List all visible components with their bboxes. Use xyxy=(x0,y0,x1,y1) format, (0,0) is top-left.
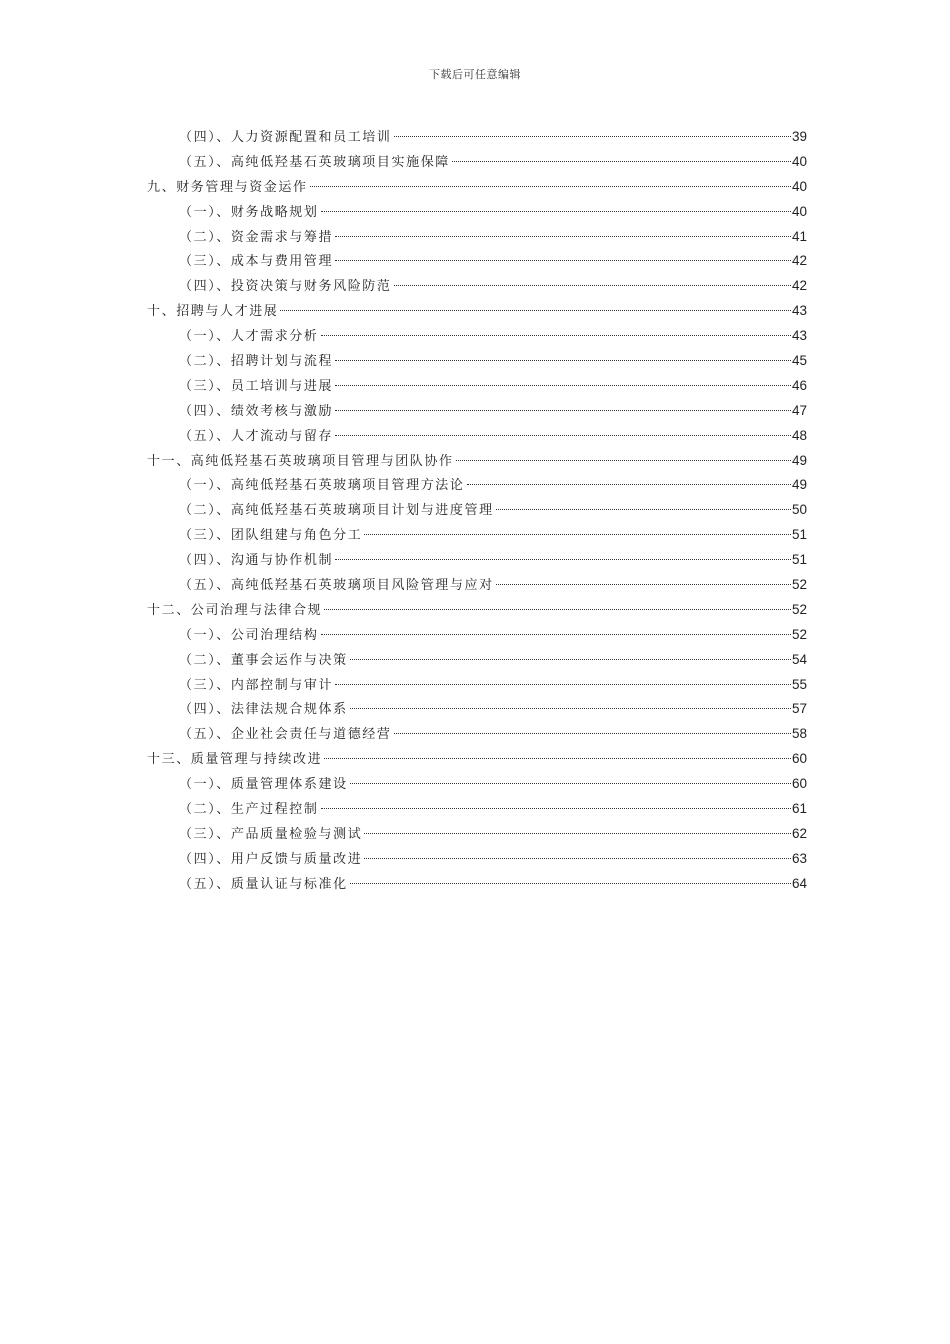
toc-section-entry[interactable] xyxy=(147,150,807,175)
toc-chapter-entry[interactable] xyxy=(147,449,807,474)
toc-dot-leader xyxy=(335,260,791,261)
toc-page-number: 39 xyxy=(791,129,807,144)
toc-page-number: 63 xyxy=(791,850,807,866)
toc-entry-title: 十二、公司治理与法律合规 xyxy=(147,602,323,618)
toc-entry-title: （三）、员工培训与进展 xyxy=(179,378,334,394)
toc-entry-title: （五）、人才流动与留存 xyxy=(179,428,334,444)
toc-dot-leader xyxy=(364,833,791,834)
toc-section-entry[interactable] xyxy=(147,648,807,673)
toc-entry-title: （四）、法律法规合规体系 xyxy=(179,702,348,718)
toc-section-entry[interactable] xyxy=(147,722,807,747)
toc-entry-title: （一）、公司治理结构 xyxy=(179,627,319,643)
toc-entry-title: （一）、人才需求分析 xyxy=(179,329,319,345)
toc-entry-title: （三）、内部控制与审计 xyxy=(179,677,334,693)
toc-dot-leader xyxy=(321,335,791,336)
toc-dot-leader xyxy=(350,883,791,884)
toc-section-entry[interactable] xyxy=(147,697,807,722)
toc-entry-title: （一）、高纯低羟基石英玻璃项目管理方法论 xyxy=(179,478,465,494)
toc-section-entry[interactable] xyxy=(147,324,807,349)
toc-entry-title: （五）、高纯低羟基石英玻璃项目实施保障 xyxy=(179,154,450,170)
toc-dot-leader xyxy=(350,708,791,709)
toc-dot-leader xyxy=(280,310,791,311)
toc-section-entry[interactable] xyxy=(147,673,807,698)
toc-dot-leader xyxy=(324,758,791,759)
toc-section-entry[interactable] xyxy=(147,548,807,573)
toc-section-entry[interactable] xyxy=(147,249,807,274)
toc-page-number: 52 xyxy=(791,601,807,617)
toc-entry-title: （一）、财务战略规划 xyxy=(179,204,319,220)
toc-section-entry[interactable] xyxy=(147,349,807,374)
toc-section-entry[interactable] xyxy=(147,872,807,897)
toc-chapter-entry[interactable] xyxy=(147,175,807,200)
toc-page-number: 48 xyxy=(791,427,807,443)
toc-section-entry[interactable] xyxy=(147,225,807,250)
toc-dot-leader xyxy=(467,484,791,485)
toc-entry-title: （三）、产品质量检验与测试 xyxy=(179,826,363,842)
toc-dot-leader xyxy=(394,285,791,286)
page-header: 下载后可任意编辑 xyxy=(429,68,521,81)
toc-page-number: 51 xyxy=(791,552,807,568)
toc-chapter-entry[interactable] xyxy=(147,747,807,772)
toc-entry-title: （二）、招聘计划与流程 xyxy=(179,354,334,370)
toc-section-entry[interactable] xyxy=(147,772,807,797)
toc-dot-leader xyxy=(310,186,791,187)
toc-dot-leader xyxy=(452,161,791,162)
toc-section-entry[interactable] xyxy=(147,399,807,424)
toc-entry-title: 九、财务管理与资金运作 xyxy=(147,179,308,195)
toc-page-number: 40 xyxy=(791,178,807,194)
toc-page-number: 43 xyxy=(791,328,807,344)
toc-entry-title: （二）、董事会运作与决策 xyxy=(179,652,348,668)
toc-page-number: 40 xyxy=(791,203,807,219)
toc-dot-leader xyxy=(364,534,791,535)
toc-dot-leader xyxy=(350,659,791,660)
toc-page-number: 40 xyxy=(791,153,807,169)
toc-page-number: 58 xyxy=(791,726,807,742)
toc-entry-title: （二）、资金需求与筹措 xyxy=(179,229,334,245)
toc-section-entry[interactable] xyxy=(147,125,807,150)
toc-page-number: 45 xyxy=(791,353,807,369)
toc-entry-title: （一）、质量管理体系建设 xyxy=(179,777,348,793)
toc-dot-leader xyxy=(394,733,791,734)
toc-entry-title: （四）、用户反馈与质量改进 xyxy=(179,851,363,867)
toc-dot-leader xyxy=(321,211,791,212)
toc-section-entry[interactable] xyxy=(147,374,807,399)
toc-entry-title: （二）、高纯低羟基石英玻璃项目计划与进度管理 xyxy=(179,503,494,519)
toc-dot-leader xyxy=(364,858,791,859)
toc-page-number: 55 xyxy=(791,676,807,692)
toc-dot-leader xyxy=(394,136,791,137)
toc-section-entry[interactable] xyxy=(147,473,807,498)
toc-section-entry[interactable] xyxy=(147,424,807,449)
toc-entry-title: （四）、沟通与协作机制 xyxy=(179,553,334,569)
toc-page-number: 42 xyxy=(791,278,807,294)
toc-entry-title: 十、招聘与人才进展 xyxy=(147,304,279,320)
toc-entry-title: （五）、质量认证与标准化 xyxy=(179,876,348,892)
toc-chapter-entry[interactable] xyxy=(147,598,807,623)
toc-page-number: 43 xyxy=(791,303,807,319)
toc-page-number: 52 xyxy=(791,626,807,642)
toc-dot-leader xyxy=(496,584,791,585)
toc-page-number: 41 xyxy=(791,228,807,244)
toc-dot-leader xyxy=(335,360,791,361)
toc-page-number: 62 xyxy=(791,825,807,841)
toc-page-number: 57 xyxy=(791,701,807,717)
toc-page-number: 50 xyxy=(791,502,807,518)
toc-entry-title: （四）、绩效考核与激励 xyxy=(179,403,334,419)
toc-entry-title: （二）、生产过程控制 xyxy=(179,802,319,818)
toc-page-number: 46 xyxy=(791,377,807,393)
toc-page-number: 49 xyxy=(791,452,807,468)
toc-entry-title: （三）、成本与费用管理 xyxy=(179,254,334,270)
toc-dot-leader xyxy=(335,684,791,685)
toc-dot-leader xyxy=(335,559,791,560)
toc-dot-leader xyxy=(350,783,791,784)
toc-dot-leader xyxy=(335,435,791,436)
toc-page-number: 42 xyxy=(791,253,807,269)
toc-dot-leader xyxy=(321,808,791,809)
toc-section-entry[interactable] xyxy=(147,274,807,299)
toc-page-number: 60 xyxy=(791,776,807,792)
toc-entry-title: （四）、投资决策与财务风险防范 xyxy=(179,279,392,295)
toc-section-entry[interactable] xyxy=(147,623,807,648)
toc-page-number: 54 xyxy=(791,651,807,667)
toc-dot-leader xyxy=(335,385,791,386)
toc-page-number: 64 xyxy=(791,875,807,891)
toc-section-entry[interactable] xyxy=(147,573,807,598)
toc-entry-title: （三）、团队组建与角色分工 xyxy=(179,528,363,544)
toc-page-number: 51 xyxy=(791,527,807,543)
toc-section-entry[interactable] xyxy=(147,200,807,225)
toc-entry-title: 十三、质量管理与持续改进 xyxy=(147,752,323,768)
toc-chapter-entry[interactable] xyxy=(147,299,807,324)
table-of-contents xyxy=(147,125,807,897)
toc-entry-title: （五）、高纯低羟基石英玻璃项目风险管理与应对 xyxy=(179,578,494,594)
toc-dot-leader xyxy=(335,410,791,411)
toc-section-entry[interactable] xyxy=(147,498,807,523)
toc-section-entry[interactable] xyxy=(147,847,807,872)
toc-section-entry[interactable] xyxy=(147,822,807,847)
toc-dot-leader xyxy=(456,460,791,461)
toc-section-entry[interactable] xyxy=(147,523,807,548)
toc-entry-title: （四）、人力资源配置和员工培训 xyxy=(179,130,392,145)
toc-page-number: 60 xyxy=(791,751,807,767)
toc-entry-title: 十一、高纯低羟基石英玻璃项目管理与团队协作 xyxy=(147,453,454,469)
toc-page-number: 47 xyxy=(791,402,807,418)
toc-dot-leader xyxy=(324,609,791,610)
toc-page-number: 49 xyxy=(791,477,807,493)
toc-dot-leader xyxy=(496,509,791,510)
toc-dot-leader xyxy=(335,236,791,237)
toc-entry-title: （五）、企业社会责任与道德经营 xyxy=(179,727,392,743)
toc-dot-leader xyxy=(321,634,791,635)
toc-page-number: 61 xyxy=(791,801,807,817)
toc-page-number: 52 xyxy=(791,577,807,593)
toc-section-entry[interactable] xyxy=(147,797,807,822)
